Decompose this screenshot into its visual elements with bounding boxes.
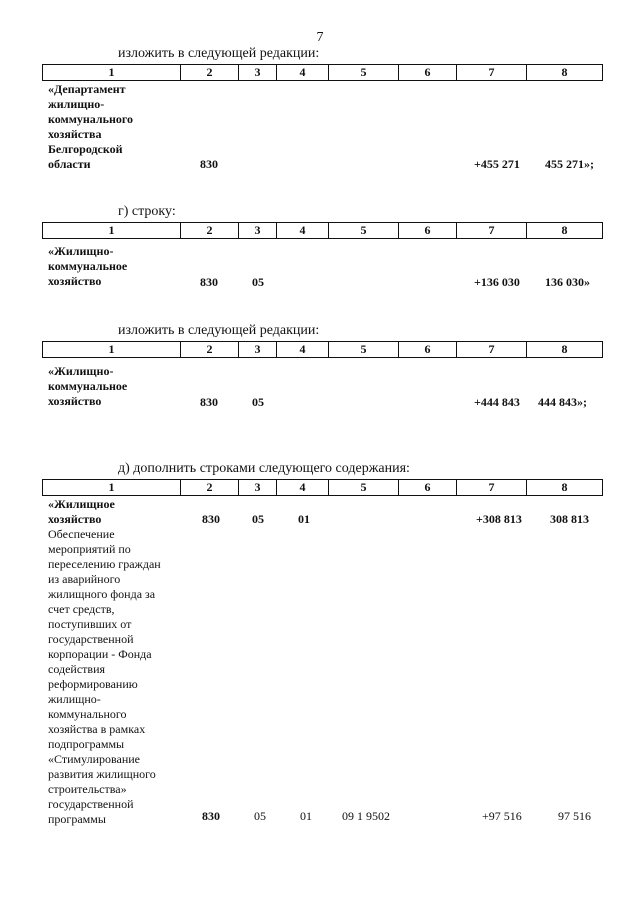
col-7: 7 (457, 342, 527, 358)
row-change: +136 030 (474, 275, 520, 289)
col-7: 7 (457, 480, 527, 496)
col-8: 8 (527, 480, 603, 496)
row-code: 830 (202, 512, 220, 526)
row-section: 05 (252, 275, 264, 289)
section-intro: д) дополнить строками следующего содержания: (118, 461, 410, 476)
column-header-row (42, 479, 603, 496)
row-name: Обеспечение мероприятий по переселению граждан из аварийного жилищного фонда за счет средств, поступивших от государственной корпорации - Фонда содействия реформированию жилищно- коммунального хозяйства в рамках подпрограммы «Стимулирование развития жилищного строительства» государственной программы (48, 527, 161, 826)
section-intro: изложить в следующей редакции: (118, 323, 320, 338)
col-6: 6 (399, 223, 457, 239)
col-7: 7 (457, 65, 527, 81)
col-2: 2 (181, 223, 239, 239)
row-total: 97 516 (558, 809, 591, 823)
column-header-row (42, 222, 603, 239)
row-total: 455 271»; (545, 157, 594, 171)
row-total: 308 813 (550, 512, 589, 526)
section-intro: изложить в следующей редакции: (118, 46, 320, 61)
col-6: 6 (399, 342, 457, 358)
row-total: 444 843»; (538, 395, 587, 409)
column-header-row (42, 64, 603, 81)
row-change: +97 516 (482, 809, 522, 823)
row-section: 05 (252, 395, 264, 409)
col-1: 1 (43, 223, 181, 239)
row-change: +455 271 (474, 157, 520, 171)
col-5: 5 (329, 65, 399, 81)
col-2: 2 (181, 480, 239, 496)
col-8: 8 (527, 65, 603, 81)
col-7: 7 (457, 223, 527, 239)
row-code: 830 (200, 395, 218, 409)
col-1: 1 (43, 65, 181, 81)
col-4: 4 (277, 223, 329, 239)
col-1: 1 (43, 480, 181, 496)
page-number: 7 (316, 30, 324, 45)
row-subsection: 01 (300, 809, 312, 823)
row-subsection: 01 (298, 512, 310, 526)
col-2: 2 (181, 65, 239, 81)
row-total: 136 030» (545, 275, 590, 289)
row-code: 830 (200, 157, 218, 171)
col-5: 5 (329, 480, 399, 496)
col-6: 6 (399, 480, 457, 496)
row-code: 830 (202, 809, 220, 823)
row-target-article: 09 1 9502 (342, 809, 390, 823)
row-section: 05 (254, 809, 266, 823)
col-8: 8 (527, 342, 603, 358)
col-4: 4 (277, 480, 329, 496)
row-name: «Жилищное хозяйство (48, 497, 115, 526)
col-3: 3 (239, 223, 277, 239)
col-3: 3 (239, 65, 277, 81)
row-change: +308 813 (476, 512, 522, 526)
col-4: 4 (277, 342, 329, 358)
col-5: 5 (329, 223, 399, 239)
col-6: 6 (399, 65, 457, 81)
col-3: 3 (239, 480, 277, 496)
col-1: 1 (43, 342, 181, 358)
col-5: 5 (329, 342, 399, 358)
row-section: 05 (252, 512, 264, 526)
row-name: «Жилищно- коммунальное хозяйство (48, 364, 128, 408)
row-name: «Жилищно- коммунальное хозяйство (48, 244, 128, 288)
col-2: 2 (181, 342, 239, 358)
row-change: +444 843 (474, 395, 520, 409)
column-header-row (42, 341, 603, 358)
row-name: «Департамент жилищно- коммунального хозяйства Белгородской области (48, 82, 134, 171)
col-8: 8 (527, 223, 603, 239)
col-4: 4 (277, 65, 329, 81)
col-3: 3 (239, 342, 277, 358)
section-intro: г) строку: (118, 204, 176, 219)
row-code: 830 (200, 275, 218, 289)
